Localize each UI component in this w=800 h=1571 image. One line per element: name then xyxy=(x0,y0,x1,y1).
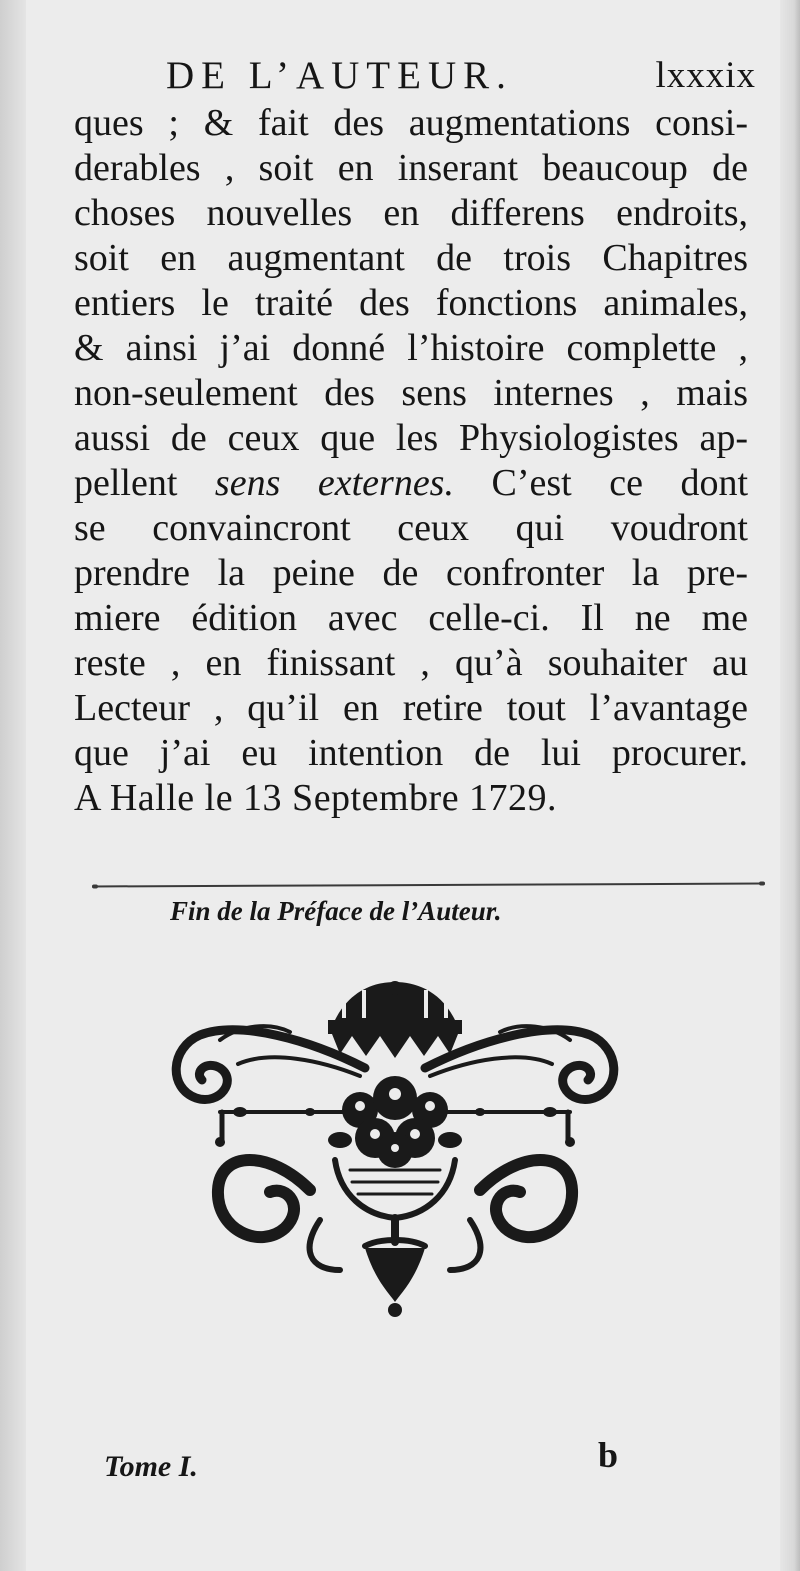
page-edge-shadow xyxy=(780,0,800,1571)
text-line: prendre la peine de confronter la pre- xyxy=(74,552,748,594)
text-line: choses nouvelles en differens endroits, xyxy=(74,192,748,234)
text-line xyxy=(74,461,748,506)
text-line: entiers le traité des fonctions animales, xyxy=(74,282,748,324)
text-line: que j’ai eu intention de lui procurer. xyxy=(74,732,748,774)
text-line: miere édition avec celle-ci. Il ne me xyxy=(74,597,748,639)
text-line: non-seulement des sens internes , mais xyxy=(74,372,748,414)
body-text xyxy=(74,101,748,821)
volume-signature-mark: Tome I. xyxy=(104,1450,198,1483)
italic-phrase: sens externes. xyxy=(214,462,454,504)
text-line: & ainsi j’ai donné l’histoire complette , xyxy=(74,327,748,369)
page-number: lxxxix xyxy=(655,55,756,96)
text-run: pellent xyxy=(74,462,178,504)
text-line: aussi de ceux que les Physiologistes ap- xyxy=(74,417,748,459)
text-line: Lecteur , qu’il en retire tout l’avantage xyxy=(74,687,748,729)
text-line: reste , en finissant , qu’à souhaiter au xyxy=(74,642,748,684)
text-line: se convaincront ceux qui voudront xyxy=(74,507,748,549)
text-line: ques ; & fait des augmentations consi- xyxy=(74,102,748,144)
gathering-signature: b xyxy=(598,1435,619,1475)
text-line-dateline: A Halle le 13 Septembre 1729. xyxy=(74,777,558,819)
text-line: soit en augmentant de trois Chapitres xyxy=(74,237,748,279)
text-line: derables , soit en inserant beaucoup de xyxy=(74,147,748,189)
page-gutter-shadow xyxy=(0,0,26,1571)
horizontal-rule xyxy=(92,883,765,888)
floral-basket-fleuron-icon xyxy=(160,980,630,1320)
end-of-preface-note: Fin de la Préface de l’Auteur. xyxy=(170,896,502,926)
running-title: DE L’AUTEUR. xyxy=(166,54,513,97)
text-run: C’est ce dont xyxy=(491,462,749,504)
page-header xyxy=(166,52,756,100)
